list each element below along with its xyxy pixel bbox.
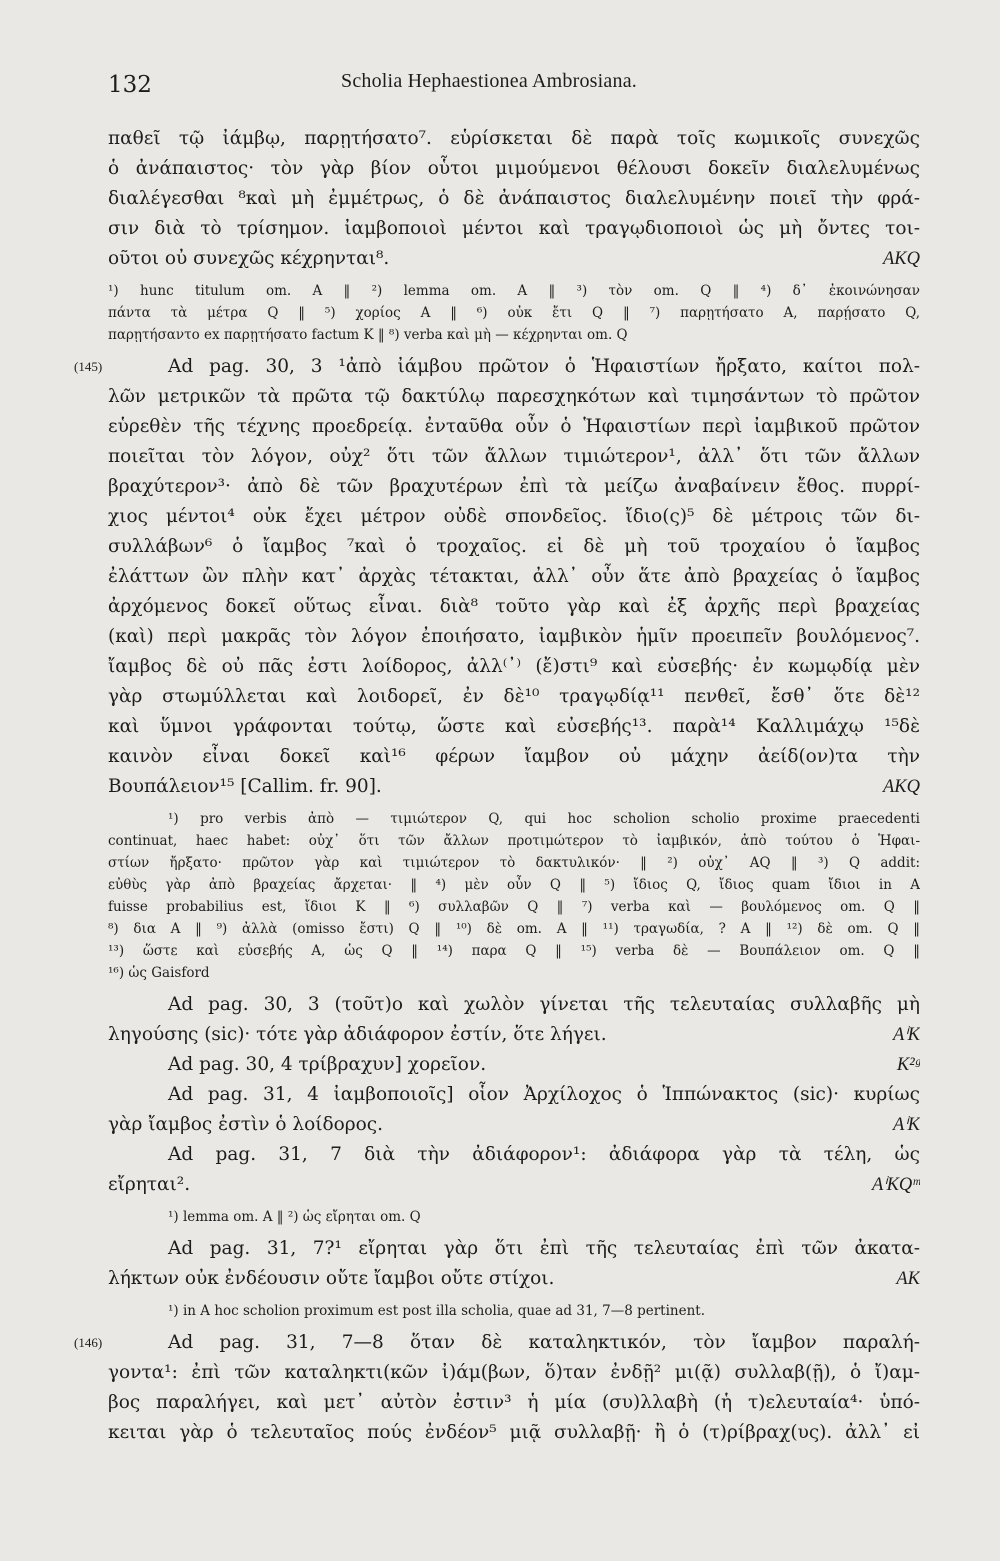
line-text: Ad pag. 31, 7?¹ εἴρηται γὰρ ὅτι ἐπὶ τῆς τελευταίας ἐπὶ τῶν ἀκατα-: [168, 1238, 920, 1259]
text-line: [108, 1418, 920, 1448]
manuscript-siglum: AⁱKQᵐ: [871, 1175, 920, 1195]
line-text: Βουπάλειον¹⁵ [Callim. fr. 90].: [108, 776, 382, 797]
line-text: ¹) in A hoc scholion proximum est post illa scholia, quae ad 31, 7—8 pertinent.: [168, 1303, 706, 1319]
line-text: ¹) lemma om. A ‖ ²) ὡς εἴρηται om. Q: [168, 1209, 421, 1225]
text-line: [108, 742, 920, 772]
line-text: λῶν μετρικῶν τὰ πρῶτα τῷ δακτύλῳ παρεσχηκότων καὶ τιμησάντων τὸ πρῶτον: [108, 386, 920, 407]
apparatus-note-line: [108, 1206, 920, 1228]
line-text: εὐθὺς γὰρ ἀπὸ βραχείας ἄρχεται· ‖ ⁴) μὲν οὖν Q ‖ ⁵) ἴδιος Q, ἴδιος quam ἴδιοι in A: [108, 877, 920, 893]
line-text: continuat, haec habet: οὐχ᾽ ὅτι τῶν ἄλλων προτιμώτερον τὸ ἰαμβικόν, ἀπὸ τούτου ὁ Ἡφαι-: [108, 833, 920, 849]
line-text: γὰρ ἴαμβος ἐστὶν ὁ λοίδορος.: [108, 1114, 383, 1135]
text-line: [108, 1170, 920, 1200]
text-line: [108, 682, 920, 712]
text-line: [108, 562, 920, 592]
text-line: [108, 352, 920, 382]
apparatus-note-line: [108, 962, 920, 984]
line-text: καινὸν εἶναι δοκεῖ καὶ¹⁶ φέρων ἴαμβον οὐ μάχην ἀείδ(ον)τα τὴν: [108, 746, 920, 767]
text-line: [108, 1234, 920, 1264]
text-line: [108, 472, 920, 502]
text-line: [108, 712, 920, 742]
text-line: [108, 1020, 920, 1050]
line-text: ἴαμβος δὲ οὐ πᾶς ἐστι λοίδορος, ἀλλ⁽᾽⁾ (ἔ)στι⁹ καὶ εὐσεβής· ἐν κωμῳδίᾳ μὲν: [108, 656, 920, 677]
line-text: γὰρ στωμύλλεται καὶ λοιδορεῖ, ἐν δὲ¹⁰ τραγῳδίᾳ¹¹ πενθεῖ, ἔσθ᾽ ὅτε δὲ¹²: [108, 686, 920, 707]
text-line: [108, 1140, 920, 1170]
line-text: χιος μέντοι⁴ οὐκ ἔχει μέτρον οὐδὲ σπονδεῖος. ἴδιο(ς)⁵ δὲ μέτροις τῶν δι-: [108, 506, 920, 527]
line-text: (καὶ) περὶ μακρᾶς τὸν λόγον ἐποιήσατο, ἰαμβικὸν ἡμῖν προειπεῖν βουλόμενος⁷.: [108, 626, 920, 647]
line-text: fuisse probabilius est, ἴδιοι K ‖ ⁶) συλλαβῶν Q ‖ ⁷) verba καὶ — βουλόμενος om. Q ‖: [108, 899, 920, 915]
apparatus-note-line: [108, 302, 920, 324]
text-line: [108, 622, 920, 652]
line-text: ¹) pro verbis ἀπὸ — τιμιώτερον Q, qui hoc scholion scholio proxime praecedenti: [168, 811, 920, 827]
line-text: Ad pag. 31, 7—8 ὅταν δὲ καταληκτικόν, τὸν ἴαμβον παραλή-: [168, 1332, 920, 1353]
text-line: [108, 652, 920, 682]
text-line: [108, 154, 920, 184]
line-text: σιν διὰ τὸ τρίσημον. ἰαμβοποιοὶ μέντοι καὶ τραγῳδιοποιοὶ ὡς μὴ ὄντες τοι-: [108, 218, 920, 239]
line-text: Ad pag. 31, 7 διὰ τὴν ἀδιάφορον¹: ἀδιάφορα γὰρ τὰ τέλη, ὡς: [168, 1144, 920, 1165]
line-text: ποιεῖται τὸν λόγον, οὐχ² ὅτι τῶν ἄλλων τιμιώτερον¹, ἀλλ᾽ ὅτι τῶν ἄλλων: [108, 446, 920, 467]
page-body: [108, 124, 920, 1448]
line-text: ¹) hunc titulum om. A ‖ ²) lemma om. A ‖ ³) τὸν om. Q ‖ ⁴) δ᾽ ἐκοινώνησαν: [108, 283, 920, 299]
apparatus-note-line: [108, 324, 920, 346]
text-line: [108, 124, 920, 154]
manuscript-siglum: K²ᵍ: [896, 1055, 920, 1075]
running-title: Scholia Hephaestionea Ambrosiana.: [341, 70, 637, 92]
text-line: [108, 1110, 920, 1140]
apparatus-note-line: [108, 918, 920, 940]
text-line: [108, 1264, 920, 1294]
margin-section-number: (146): [74, 1335, 103, 1350]
line-text: Ad pag. 30, 4 τρίβραχυν] χορεῖον.: [168, 1054, 487, 1075]
line-text: Ad pag. 30, 3 ¹ἀπὸ ἰάμβου πρῶτον ὁ Ἡφαιστίων ἤρξατο, καίτοι πολ-: [168, 356, 920, 377]
line-text: καὶ ὕμνοι γράφονται τούτῳ, ὥστε καὶ εὐσεβής¹³. παρὰ¹⁴ Καλλιμάχῳ ¹⁵δὲ: [108, 716, 920, 737]
line-text: λήκτων οὐκ ἐνδέουσιν οὔτε ἴαμβοι οὔτε στίχοι.: [108, 1268, 555, 1289]
apparatus-note-line: [108, 896, 920, 918]
text-line: [108, 532, 920, 562]
text-line: [108, 772, 920, 802]
apparatus-note-line: [108, 830, 920, 852]
line-text: οῦτοι οὐ συνεχῶς κέχρηνται⁸.: [108, 248, 390, 269]
text-line: [108, 442, 920, 472]
text-line: [108, 1080, 920, 1110]
apparatus-note-line: [108, 940, 920, 962]
line-text: παθεῖ τῷ ἰάμβῳ, παρῃτήσατο⁷. εὑρίσκεται δὲ παρὰ τοῖς κωμικοῖς συνεχῶς: [108, 128, 920, 149]
text-line: [108, 502, 920, 532]
line-text: εὑρεθὲν τῆς τέχνης προεδρείᾳ. ἐνταῦθα οὖν ὁ Ἡφαιστίων περὶ ἰαμβικοῦ πρῶτον: [108, 416, 920, 437]
text-line: [108, 412, 920, 442]
manuscript-siglum: AⁱK: [893, 1025, 920, 1045]
text-line: [108, 1388, 920, 1418]
text-line: [108, 592, 920, 622]
line-text: εἴρηται².: [108, 1174, 191, 1195]
margin-section-number: (145): [74, 359, 103, 374]
apparatus-note-line: [108, 852, 920, 874]
line-text: διαλέγεσθαι ⁸καὶ μὴ ἐμμέτρως, ὁ δὲ ἀνάπαιστος διαλελυμένην ποιεῖ τὴν φρά-: [108, 188, 920, 209]
line-text: ληγούσης (sic)· τότε γὰρ ἀδιάφορον ἐστίν, ὅτε λήγει.: [108, 1024, 607, 1045]
manuscript-siglum: AⁱK: [893, 1115, 920, 1135]
line-text: πάντα τὰ μέτρα Q ‖ ⁵) χορίος A ‖ ⁶) οὐκ ἔτι Q ‖ ⁷) παρῃτήσατο A, παρῄσατο Q,: [108, 305, 920, 321]
line-text: ¹³) ὥστε καὶ εὐσεβής A, ὡς Q ‖ ¹⁴) παρα Q ‖ ¹⁵) verba δὲ — Βουπάλειον om. Q ‖: [108, 943, 920, 959]
manuscript-siglum: AKQ: [883, 249, 920, 269]
text-line: [108, 244, 920, 274]
apparatus-note-line: [108, 280, 920, 302]
manuscript-siglum: AK: [896, 1269, 920, 1289]
apparatus-note-line: [108, 874, 920, 896]
line-text: ¹⁶) ὡς Gaisford: [108, 965, 210, 981]
apparatus-note-line: [108, 1300, 920, 1322]
line-text: Ad pag. 31, 4 ἰαμβοποιοῖς] οἷον Ἀρχίλοχος ὁ Ἱππώνακτος (sic)· κυρίως: [168, 1084, 920, 1105]
line-text: ἀρχόμενος δοκεῖ οὕτως εἶναι. διὰ⁸ τοῦτο γὰρ καὶ ἐξ ἀρχῆς περὶ βραχείας: [108, 596, 920, 617]
text-line: [108, 382, 920, 412]
text-line: [108, 1050, 920, 1080]
manuscript-siglum: AKQ: [883, 777, 920, 797]
line-text: ⁸) δια A ‖ ⁹) ἀλλὰ (omisso ἔστι) Q ‖ ¹⁰) δὲ om. A ‖ ¹¹) τραγωδία, ? A ‖ ¹²) δὲ om. Q ‖: [108, 921, 920, 937]
text-line: [108, 1328, 920, 1358]
line-text: ἐλάττων ὢν πλὴν κατ᾽ ἀρχὰς τέτακται, ἀλλ᾽ οὖν ἅτε ἀπὸ βραχείας ὁ ἴαμβος: [108, 566, 920, 587]
line-text: κειται γὰρ ὁ τελευταῖος πούς ἐνδέον⁵ μιᾷ συλλαβῇ· ἢ ὁ (τ)ρίβραχ(υς). ἀλλ᾽ εἰ: [108, 1422, 920, 1443]
line-text: γοντα¹: ἐπὶ τῶν καταληκτι(κῶν ἰ)άμ(βων, ὅ)ταν ἐνδῇ² μι(ᾷ) συλλαβ(ῇ), ὁ ἴ)αμ-: [108, 1362, 920, 1383]
line-text: παρῃτήσαντο ex παρῃτήσατο factum K ‖ ⁸) verba καὶ μὴ — κέχρηνται om. Q: [108, 327, 628, 343]
text-line: [108, 184, 920, 214]
text-line: [108, 990, 920, 1020]
line-text: βος παραλήγει, καὶ μετ᾽ αὐτὸν ἐστιν³ ἡ μία (συ)λλαβὴ (ἡ τ)ελευταία⁴· ὑπό-: [108, 1392, 920, 1413]
page-number: 132: [108, 72, 152, 98]
apparatus-note-line: [108, 808, 920, 830]
line-text: ὁ ἀνάπαιστος· τὸν γὰρ βίον οὗτοι μιμούμενοι θέλουσι δοκεῖν διαλελυμένως: [108, 158, 920, 179]
line-text: Ad pag. 30, 3 (τοῦτ)ο καὶ χωλὸν γίνεται τῆς τελευταίας συλλαβῆς μὴ: [168, 994, 920, 1015]
line-text: βραχύτερον³· ἀπὸ δὲ τῶν βραχυτέρων ἐπὶ τὰ μείζω ἀναβαίνειν ἔθος. πυρρί-: [108, 476, 920, 497]
text-line: [108, 1358, 920, 1388]
line-text: συλλάβων⁶ ὁ ἴαμβος ⁷καὶ ὁ τροχαῖος. εἰ δὲ μὴ τοῦ τροχαίου ὁ ἴαμβος: [108, 536, 920, 557]
text-line: [108, 214, 920, 244]
page-header: [0, 62, 1000, 102]
line-text: στίων ἤρξατο· πρῶτον γὰρ καὶ τιμιώτερον τὸ δακτυλικόν· ‖ ²) οὐχ᾽ AQ ‖ ³) Q addit:: [108, 855, 920, 871]
